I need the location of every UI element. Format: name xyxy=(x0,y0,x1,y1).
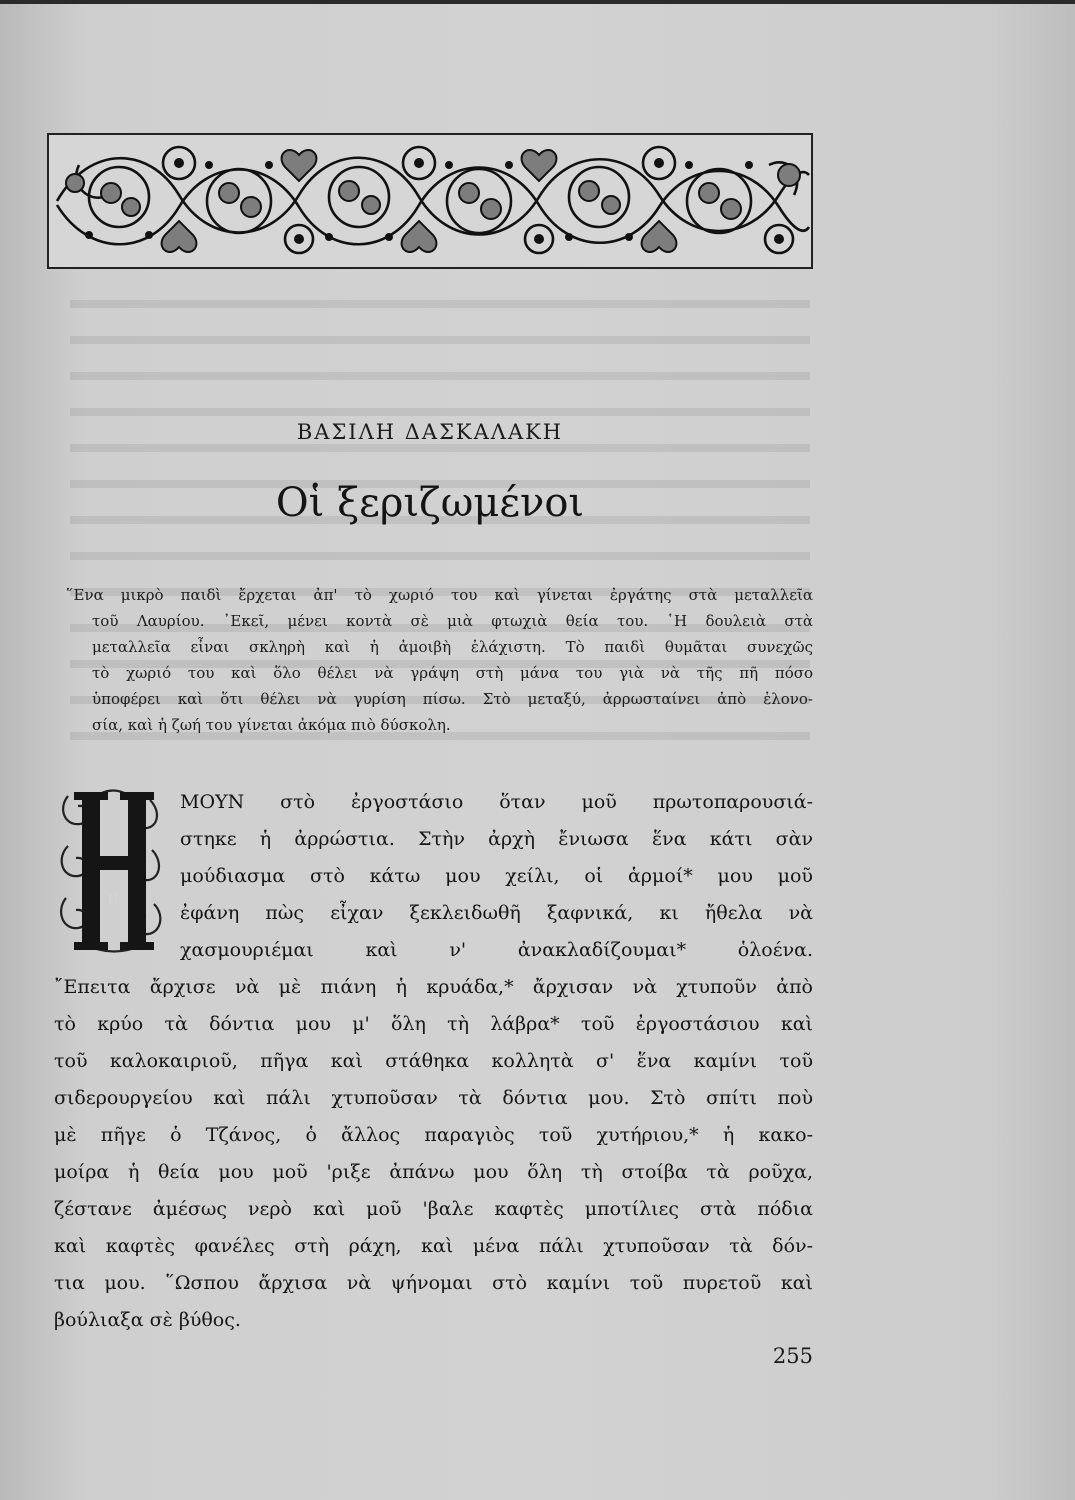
text-line: μοίρα ἡ θεία μου μοῦ 'ριξε ἀπάνω μου ὅλη τὴ στοίβα τὰ ροῦχα, xyxy=(54,1161,813,1183)
summary-line: μεταλλεῖα εἶναι σκληρὴ καὶ ἡ ἀμοιβὴ ἐλάχιστη. Τὸ παιδὶ θυμᾶται συνεχῶς xyxy=(92,638,813,656)
page-number: 255 xyxy=(772,1344,813,1368)
text-line: καὶ καφτὲς φανέλες στὴ ράχη, καὶ μένα πάλι χτυποῦσαν τὰ δόν- xyxy=(54,1235,813,1257)
text-line: ἐφάνη πὼς εἶχαν ξεκλειδωθῆ ξαφνικά, κι ἤθελα νὰ xyxy=(180,902,813,924)
text-line: μούδιασμα στὸ κάτω μου χείλι, οἱ ἁρμοί* μου μοῦ xyxy=(180,865,813,887)
text-line: στηκε ἡ ἀρρώστια. Στὴν ἀρχὴ ἔνιωσα ἕνα κάτι σὰν xyxy=(180,828,813,850)
summary-line: ῞Ενα μικρὸ παιδὶ ἔρχεται ἀπ' τὸ χωριό του καὶ γίνεται ἐργάτης στὰ μεταλλεῖα xyxy=(66,586,813,604)
summary-line: ὑποφέρει καὶ ὅτι θέλει νὰ γυρίση πίσω. Στὸ μεταξύ, ἀρρωσταίνει ἀπὸ ἑλονο- xyxy=(92,690,813,708)
text-line: τὸ κρύο τὰ δόντια μου μ' ὅλη τὴ λάβρα* τοῦ ἐργοστάσιου καὶ xyxy=(54,1013,813,1035)
text-line: τια μου. ῞Ωσπου ἄρχισα νὰ ψήνομαι στὸ καμίνι τοῦ πυρετοῦ καὶ xyxy=(54,1272,813,1294)
summary-line: τὸ χωριό του καὶ ὅλο θέλει νὰ γράψη στὴ μάνα του γιὰ νὰ τῆς πῆ πόσο xyxy=(92,664,813,682)
text-line: σιδερουργείου καὶ πάλι χτυποῦσαν τὰ δόντια μου. Στὸ σπίτι ποὺ xyxy=(54,1087,813,1109)
text-line: μὲ πῆγε ὁ Τζάνος, ὁ ἄλλος παραγιὸς τοῦ χυτήριου,* ἡ κακο- xyxy=(54,1124,813,1146)
scan-top-edge xyxy=(0,0,1075,4)
author-name: ΒΑΣΙΛΗ ΔΑΣΚΑΛΑΚΗ xyxy=(296,420,564,444)
summary-line: τοῦ Λαυρίου. ᾿Εκεῖ, μένει κοντὰ σὲ μιὰ φτωχιὰ θεία του. ῾Η δουλειὰ στὰ xyxy=(92,612,813,630)
floral-scroll-ornament-icon xyxy=(47,133,813,269)
text-line: ῎Επειτα ἄρχισε νὰ μὲ πιάνη ἡ κρυάδα,* ἄρχισαν νὰ χτυποῦν ἀπὸ xyxy=(54,976,813,998)
text-line: βούλιαξα σὲ βύθος. xyxy=(54,1309,241,1331)
summary-line: σία, καὶ ἡ ζωή του γίνεται ἀκόμα πιὸ δύσκολη. xyxy=(92,716,451,734)
text-line: χασμουριέμαι καὶ ν' ἀνακλαδίζουμαι* ὁλοένα. xyxy=(180,939,813,961)
svg-text:H: H xyxy=(107,893,119,907)
text-line: ζέστανε ἀμέσως νερὸ καὶ μοῦ 'βαλε καφτὲς μποτίλιες στὰ πόδια xyxy=(54,1198,813,1220)
text-line: ΜΟΥΝ στὸ ἐργοστάσιο ὅταν μοῦ πρωτοπαρουσιά- xyxy=(180,791,813,813)
story-title: Οἱ ξεριζωμένοι xyxy=(275,480,585,526)
text-line: τοῦ καλοκαιριοῦ, πῆγα καὶ στάθηκα κολλητὰ σ' ἕνα καμίνι τοῦ xyxy=(54,1050,813,1072)
summary-paragraph xyxy=(66,582,813,738)
main-story-text xyxy=(54,784,813,1339)
